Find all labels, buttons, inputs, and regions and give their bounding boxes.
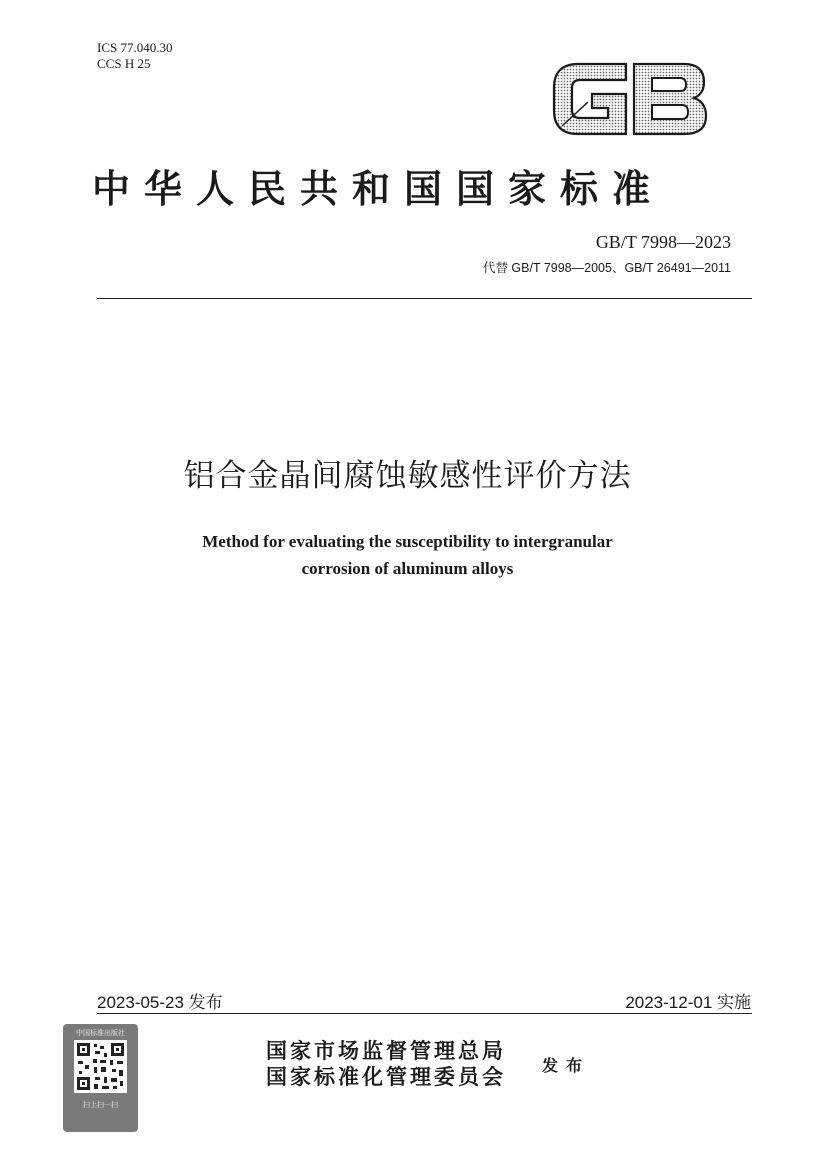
english-title-line-2: corrosion of aluminum alloys: [301, 559, 514, 578]
ccs-code: CCS H 25: [97, 56, 151, 71]
english-title-line-1: Method for evaluating the susceptibility to intergranular: [202, 532, 613, 551]
issuer-sac: 国家标准化管理委员会: [266, 1064, 506, 1089]
national-standard-title: 中华人民共和国国家标准: [92, 166, 665, 211]
implementation-date: 2023-12-01 实施: [625, 993, 751, 1012]
header-divider: [97, 298, 752, 299]
ics-code: ICS 77.040.30: [97, 40, 173, 55]
publish-label: 发布: [542, 1056, 591, 1075]
issuer-samr: 国家市场监督管理总局: [266, 1038, 506, 1063]
replaces-standards: 代替 GB/T 7998—2005、GB/T 26491—2011: [482, 261, 731, 275]
issuing-authorities: [266, 1038, 506, 1090]
document-title-chinese: 铝合金晶间腐蚀敏感性评价方法: [183, 458, 632, 494]
qr-code-icon: [74, 1040, 127, 1093]
gb-logo: [548, 56, 710, 140]
standard-number: GB/T 7998—2023: [595, 232, 731, 252]
classification-codes: [97, 40, 172, 72]
publisher-qr-badge[interactable]: [63, 1024, 138, 1132]
publisher-label: 中国标准出版社: [76, 1029, 125, 1037]
scan-prompt: 扫上扫一扫: [83, 1101, 118, 1109]
document-title-english: [0, 528, 815, 582]
footer-divider: [97, 1013, 752, 1014]
issue-date: 2023-05-23 发布: [97, 993, 223, 1012]
